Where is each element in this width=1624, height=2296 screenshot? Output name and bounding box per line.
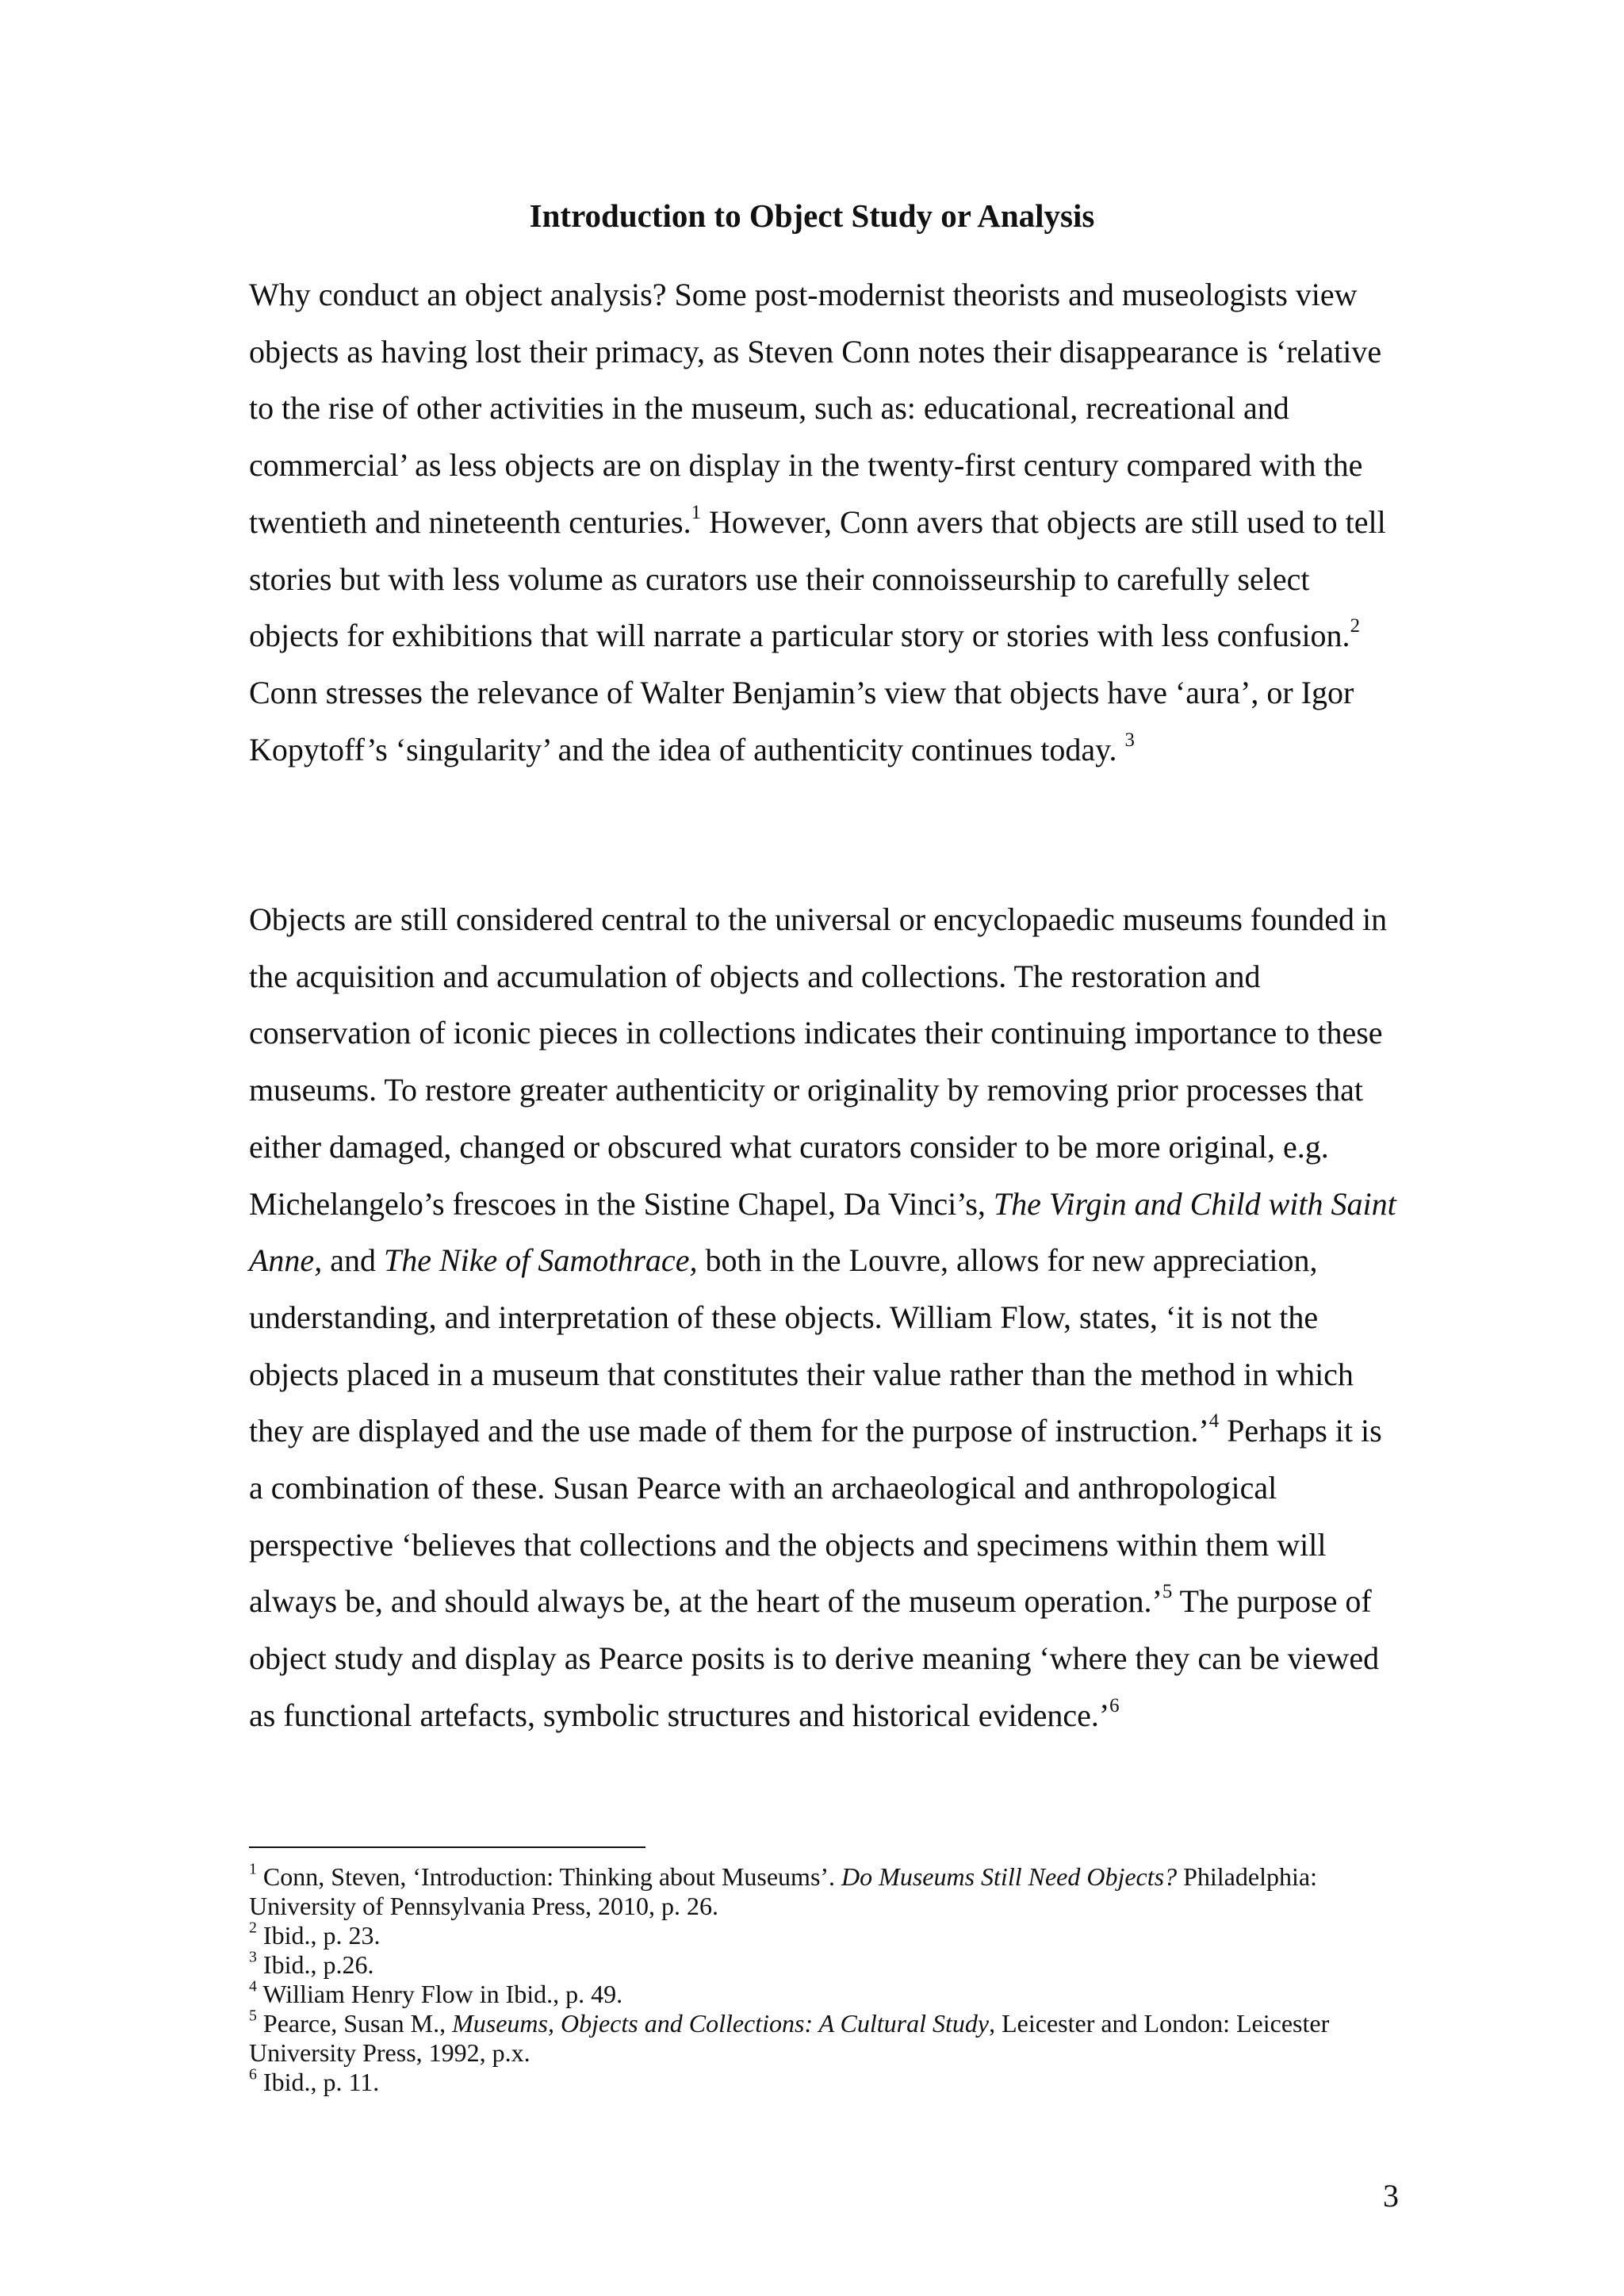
footnote-marker: 4 — [249, 1977, 257, 1996]
text-run: and — [322, 1242, 384, 1279]
footnote-separator — [249, 1846, 645, 1848]
document-title: Introduction to Object Study or Analysis — [529, 197, 1095, 234]
footnote-marker: 5 — [1162, 1581, 1173, 1603]
text-run: Conn, Steven, ‘Introduction: Thinking about Museums’. — [256, 1862, 842, 1891]
footnote-marker: 1 — [249, 1860, 257, 1878]
text-run: Pearce, Susan M., — [256, 2009, 453, 2038]
footnote-1 — [249, 1862, 1399, 1921]
footnote-marker: 2 — [249, 1919, 257, 1937]
text-run: Conn stresses the relevance of Walter Benjamin’s view that objects have ‘aura’, or Igor Kopytoff’s ‘singularity’ and the idea of authenticity continues today. — [249, 674, 1354, 767]
paragraph-1 — [249, 266, 1399, 778]
text-run: However, Conn avers that objects are still used to tell stories but with less volume as curators use their connoisseurship to carefully select objects for exhibitions that will narrate a particular story or stories with less confusion. — [249, 503, 1386, 654]
footnote-marker: 4 — [1208, 1410, 1220, 1433]
text-run: Objects are still considered central to the universal or encyclopaedic museums founded in the acquisition and accumulation of objects and collections. The restoration and conservation of iconic pieces in collections indicates their continuing importance to these museums. To restore greater authenticity or originality by removing prior processes that either damaged, changed or obscured what curators consider to be more original, e.g. Michelangelo’s frescoes in the Sistine Chapel, Da Vinci’s, — [249, 901, 1388, 1222]
footnote-marker: 6 — [1109, 1695, 1120, 1716]
text-run: Ibid., p. 11. — [256, 2068, 380, 2096]
footnote-marker: 3 — [1124, 729, 1135, 751]
footnote-4 — [249, 1977, 1399, 2009]
text-run: Why conduct an object analysis? Some post-modernist theorists and museologists view objects as having lost their primacy, as Steven Conn notes their disappearance is ‘relative to the rise of other activities in the museum, such as: educational, recreational and commercial’ as less objects are on display in the twenty-first century compared with the twentieth and nineteenth centuries. — [249, 277, 1382, 540]
italic-title: Do Museums Still Need Objects? — [841, 1862, 1178, 1891]
footnote-marker: 5 — [249, 2007, 257, 2025]
paragraph-2 — [249, 891, 1399, 1744]
text-run: , Leicester and London: Leicester University Press, 1992, p.x. — [249, 2009, 1330, 2067]
footnote-marker: 6 — [249, 2065, 257, 2084]
footnote-marker: 1 — [691, 501, 701, 523]
page-number: 3 — [1383, 2178, 1399, 2214]
italic-title: The Nike of Samothrace, — [383, 1242, 698, 1279]
footnote-2 — [249, 1921, 1399, 1950]
footnote-6 — [249, 2065, 1399, 2097]
text-run: Philadelphia: University of Pennsylvania Press, 2010, p. 26. — [249, 1862, 1317, 1920]
text-run: both in the Louvre, allows for new appreciation, understanding, and interpretation of these objects. William Flow, states, ‘it is not the objects placed in a museum that constitutes their value rather than the method in which they are displayed and the use made of them for the purpose of instruction.’ — [249, 1242, 1354, 1449]
text-run: The purpose of object study and display as Pearce posits is to derive meaning ‘where they can be viewed as functional artefacts, symbolic structures and historical evidence.’ — [249, 1583, 1380, 1733]
footnote-5 — [249, 2009, 1399, 2068]
footnote-3 — [249, 1950, 1399, 1980]
footnote-marker: 2 — [1350, 615, 1360, 637]
text-run: Ibid., p.26. — [256, 1950, 374, 1979]
text-run: Ibid., p. 23. — [256, 1921, 381, 1950]
text-run: William Henry Flow in Ibid., p. 49. — [256, 1980, 623, 2008]
italic-title: The Virgin and Child with Saint Anne, — [249, 1185, 1396, 1279]
text-run: Perhaps it is a combination of these. Susan Pearce with an archaeological and anthropological perspective ‘believes that collections and the objects and specimens within them will always be, and should always be, at the heart of the museum operation.’ — [249, 1413, 1382, 1620]
italic-title: Museums, Objects and Collections: A Cultural Study — [452, 2009, 990, 2038]
footnotes — [249, 1862, 1399, 2097]
footnote-marker: 3 — [249, 1948, 257, 1966]
